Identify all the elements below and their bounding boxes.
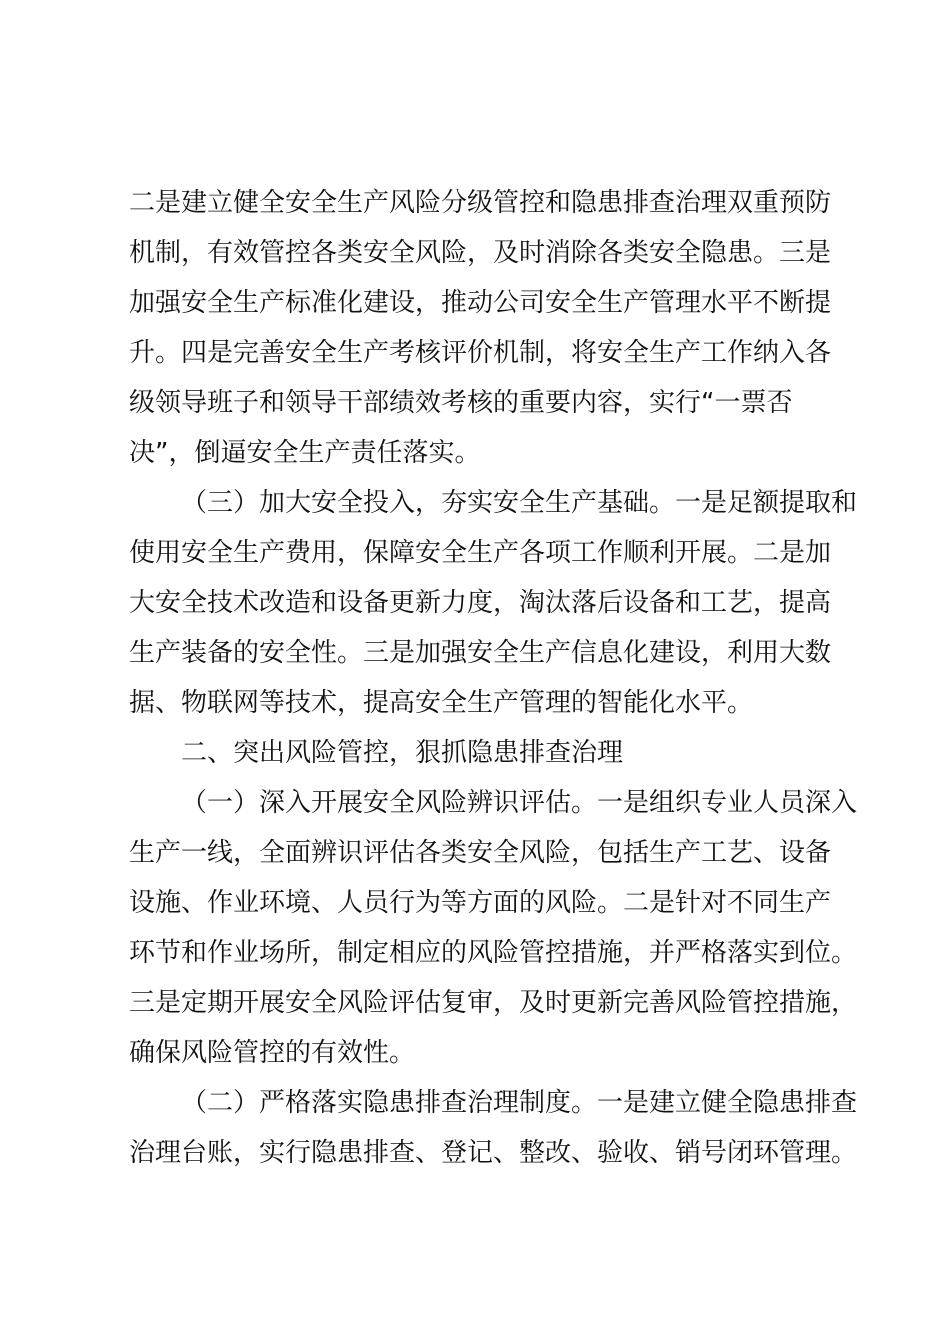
text-line: 治理台账，实行隐患排查、登记、整改、验收、销号闭环管理。 [129,1138,858,1168]
text-line: 使用安全生产费用，保障安全生产各项工作顺利开展。二是加 [129,538,832,568]
text-line: 据、物联网等技术，提高安全生产管理的智能化水平。 [129,688,754,718]
section-title: 二、突出风险管控，狠抓隐患排查治理 [181,738,624,768]
text-line: 三是定期开展安全风险评估复审，及时更新完善风险管控措施， [129,988,858,1018]
text-line: 升。四是完善安全生产考核评价机制，将安全生产工作纳入各 [129,338,832,368]
section-heading-line: （一）深入开展安全风险辨识评估。一是组织专业人员深入 [181,788,858,818]
text-line: 生产装备的安全性。三是加强安全生产信息化建设，利用大数 [129,638,832,668]
text-line: 环节和作业场所，制定相应的风险管控措施，并严格落实到位。 [129,938,858,968]
body-text [129,178,858,1178]
text-line: 确保风险管控的有效性。 [129,1038,416,1068]
text-line: 级领导班子和领导干部绩效考核的重要内容，实行“一票否 [129,388,793,418]
text-line: 生产一线，全面辨识评估各类安全风险，包括生产工艺、设备 [129,838,832,868]
section-heading-line: （二）严格落实隐患排查治理制度。一是建立健全隐患排查 [181,1088,858,1118]
text-line: 设施、作业环境、人员行为等方面的风险。二是针对不同生产 [129,888,832,918]
text-line: 二是建立健全安全生产风险分级管控和隐患排查治理双重预防 [129,188,832,218]
text-line: 机制，有效管控各类安全风险，及时消除各类安全隐患。三是 [129,238,832,268]
section-heading-line: （三）加大安全投入，夯实安全生产基础。一是足额提取和 [181,488,858,518]
text-line: 决”，倒逼安全生产责任落实。 [129,438,481,468]
text-line: 大安全技术改造和设备更新力度，淘汰落后设备和工艺，提高 [129,588,832,618]
text-line: 加强安全生产标准化建设，推动公司安全生产管理水平不断提 [129,288,832,318]
